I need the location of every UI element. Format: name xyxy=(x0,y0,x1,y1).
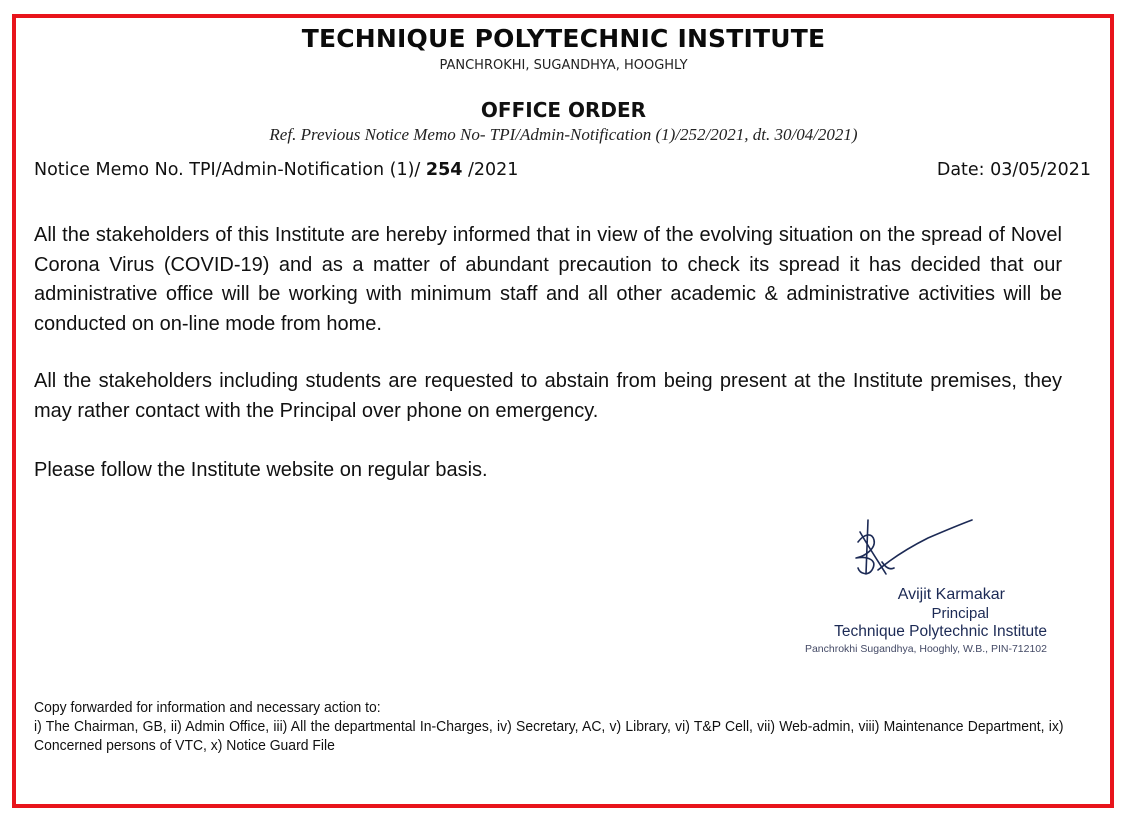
memo-suffix: /2021 xyxy=(462,160,519,180)
copy-forwarded-recipients: i) The Chairman, GB, ii) Admin Office, iii) All the departmental In-Charges, iv) Secretary, AC, v) Library, vi) T&P Cell, vii) Web-admin, viii) Maintenance Department, ix) Concerned persons of VTC, x) Notice Guard File xyxy=(34,718,1064,754)
institute-address: PANCHROKHI, SUGANDHYA, HOOGHLY xyxy=(439,58,688,73)
reference-line: Ref. Previous Notice Memo No- TPI/Admin-Notification (1)/252/2021, dt. 30/04/2021) xyxy=(269,125,858,144)
office-order-title: OFFICE ORDER xyxy=(480,98,647,122)
signatory-name: Avijit Karmakar xyxy=(897,586,1005,603)
memo-prefix: Notice Memo No. TPI/Admin-Notification (1)/ xyxy=(34,160,426,180)
body-paragraph-3: Please follow the Institute website on regular basis. xyxy=(34,459,488,481)
handwritten-signature xyxy=(838,512,973,587)
body-paragraph-1: All the stakeholders of this Institute are hereby informed that in view of the evolving situation on the spread of Novel Corona Virus (COVID-19) and as a matter of abundant precaution to check its spread it has decided that our administrative office will be working with minimum staff and all other academic & administrative activities will be conducted on on-line mode from home. xyxy=(34,224,1062,335)
signatory-designation: Principal xyxy=(931,605,989,622)
signatory-institute: Technique Polytechnic Institute xyxy=(834,623,1047,640)
signatory-address: Panchrokhi Sugandhya, Hooghly, W.B., PIN-712102 xyxy=(804,643,1047,655)
memo-number-line xyxy=(34,160,518,180)
memo-number: 254 xyxy=(425,160,463,180)
signatory-block xyxy=(805,586,1047,655)
body-paragraph-2: All the stakeholders including students are requested to abstain from being present at the Institute premises, they may rather contact with the Principal over phone on emergency. xyxy=(34,370,1062,422)
institute-name: TECHNIQUE POLYTECHNIC INSTITUTE xyxy=(301,24,826,53)
copy-forwarded-heading: Copy forwarded for information and necessary action to: xyxy=(34,699,381,716)
notice-date: Date: 03/05/2021 xyxy=(936,160,1091,180)
copy-forwarded-section xyxy=(34,698,1064,755)
